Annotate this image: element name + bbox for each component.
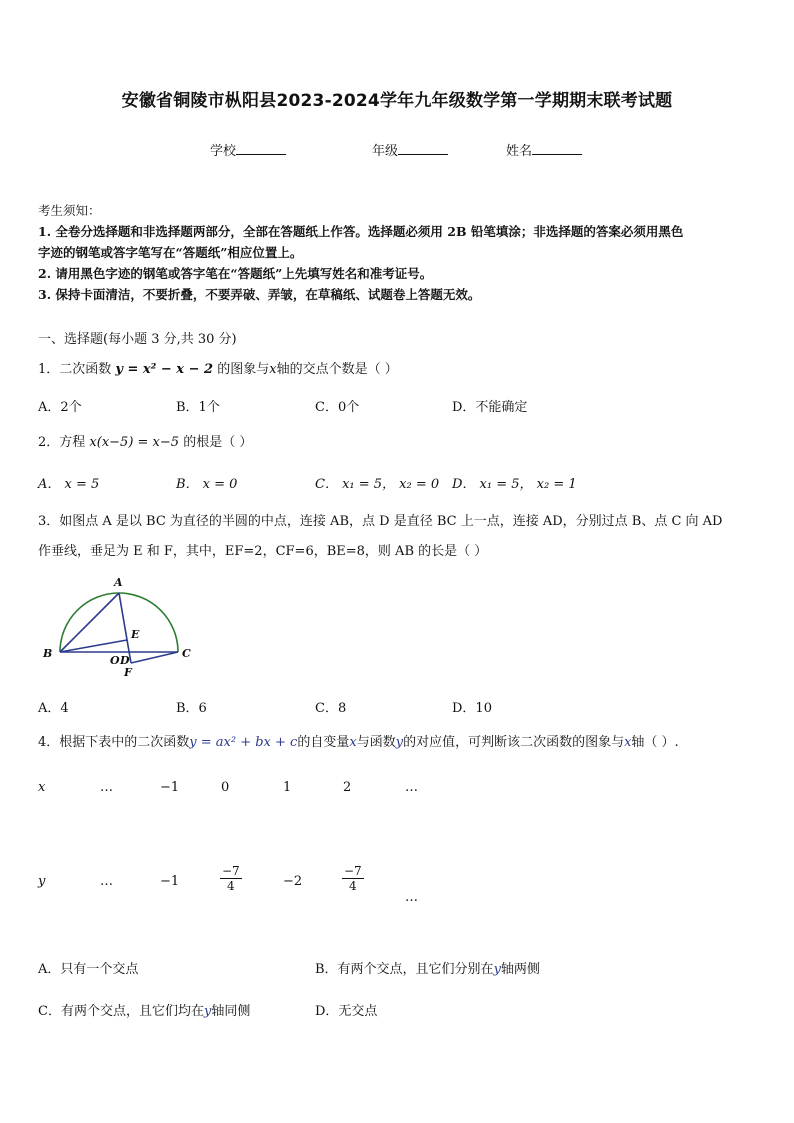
table-x-cell: 1 — [283, 780, 292, 795]
table-x-cell: 2 — [343, 780, 352, 795]
q1-function: y = x² − x − 2 — [115, 362, 214, 377]
q4-end: 轴（ ）. — [631, 735, 679, 750]
q3-option-a: A．4 — [38, 701, 69, 716]
fraction-neg-7-4: $\frac{-7}{4}$ — [222, 864, 240, 893]
table-x-cell: … — [100, 780, 113, 795]
q1-option-a: A．2个 — [38, 400, 82, 415]
school-field — [210, 140, 286, 159]
label-a: A — [114, 576, 123, 589]
semicircle-arc — [60, 593, 178, 652]
table-y-cell-fraction — [220, 864, 242, 893]
q3-geometry-figure — [36, 572, 206, 682]
q4-option-a: A．只有一个交点 — [38, 962, 139, 977]
label-c: C — [182, 647, 191, 660]
q4-mid1: 的自变量 — [297, 735, 350, 750]
q3-option-c: C．8 — [315, 701, 347, 716]
segment-cf — [131, 652, 178, 663]
label-e: E — [131, 628, 140, 641]
grade-blank — [398, 142, 448, 155]
table-y-cell: −2 — [283, 874, 303, 889]
q2-option-b: B． x = 0 — [176, 477, 238, 492]
table-y-cell: … — [405, 890, 418, 905]
q2-option-d: D． x₁ = 5， x₂ = 1 — [452, 477, 577, 492]
q1-prefix: 1．二次函数 — [38, 362, 112, 377]
q2-option-c: C． x₁ = 5， x₂ = 0 — [315, 477, 440, 492]
table-x-cell: 0 — [221, 780, 230, 795]
table-y-cell: … — [100, 874, 113, 889]
q4-mid2: 与函数 — [356, 735, 396, 750]
table-x-cell: … — [405, 780, 418, 795]
q4-option-d: D．无交点 — [315, 1004, 378, 1019]
notice-heading: 考生须知： — [38, 203, 101, 218]
table-y-cell: −1 — [160, 874, 180, 889]
label-o: O — [110, 654, 120, 667]
q4-function: y = ax² + bx + c — [189, 735, 298, 750]
section-heading: 一、选择题(每小题 3 分,共 30 分) — [38, 332, 237, 347]
q4-option-c-post: 轴同侧 — [211, 1004, 251, 1019]
q4-option-c-pre: C．有两个交点，且它们均在 — [38, 1004, 204, 1019]
fraction-neg-7-4: $\frac{-7}{4}$ — [344, 864, 362, 893]
q4-option-b-pre: B．有两个交点，且它们分别在 — [315, 962, 494, 977]
q2-equation: x(x−5) = x−5 — [89, 435, 180, 450]
q1-mid: 的图象与 — [217, 362, 270, 377]
label-b: B — [43, 647, 53, 660]
school-label: 学校 — [210, 144, 237, 159]
question-3-line-1: 3．如图点 A 是以 BC 为直径的半圆的中点，连接 AB，点 D 是直径 BC 上一点，连接 AD，分别过点 B、点 C 向 AD — [38, 514, 723, 529]
table-y-label: y — [38, 874, 46, 889]
q4-var-x2: x — [624, 735, 632, 750]
q2-option-a: A． x = 5 — [38, 477, 100, 492]
notice-item-1: 1. 全卷分选择题和非选择题两部分，全部在答题纸上作答。选择题必须用 2B 铅笔填涂；非选择题的答案必须用黑色 — [38, 224, 684, 239]
question-4 — [38, 731, 679, 750]
grade-label: 年级 — [372, 144, 399, 159]
q1-option-c: C．0个 — [315, 400, 360, 415]
q1-option-d: D．不能确定 — [452, 400, 528, 415]
table-y-cell-fraction — [342, 864, 364, 893]
label-d: D — [120, 654, 130, 667]
notice-item-3: 3. 保持卡面清洁，不要折叠，不要弄破、弄皱，在草稿纸、试题卷上答题无效。 — [38, 287, 481, 302]
q4-option-c-var: y — [203, 1004, 212, 1019]
q4-var-x: x — [349, 735, 357, 750]
q1-suffix: 轴的交点个数是（ ） — [276, 362, 398, 377]
page-title: 安徽省铜陵市枞阳县2023-2024学年九年级数学第一学期期末联考试题 — [121, 91, 673, 111]
q1-var: x — [269, 362, 277, 377]
school-blank — [236, 142, 286, 155]
name-blank — [532, 142, 582, 155]
q1-option-b: B．1个 — [176, 400, 220, 415]
q3-option-b: B．6 — [176, 701, 207, 716]
q2-suffix: 的根是（ ） — [183, 435, 253, 450]
question-1 — [38, 358, 398, 377]
name-field — [506, 140, 582, 159]
notice-item-1-cont: 字迹的钢笔或答字笔写在“答题纸”相应位置上。 — [38, 245, 303, 260]
table-x-label: x — [38, 780, 46, 795]
q4-option-b — [315, 958, 540, 977]
question-3-line-2: 作垂线，垂足为 E 和 F，其中，EF=2，CF=6，BE=8，则 AB 的长是（ ） — [38, 544, 488, 559]
q4-option-b-post: 轴两侧 — [500, 962, 540, 977]
grade-field — [372, 140, 448, 159]
q4-option-c — [38, 1000, 250, 1019]
q4-var-y: y — [395, 735, 404, 750]
q4-option-b-var: y — [493, 962, 501, 977]
question-2 — [38, 431, 252, 450]
label-f: F — [124, 666, 132, 679]
q4-suffix: 的对应值，可判断该二次函数的图象与 — [403, 735, 625, 750]
name-label: 姓名 — [506, 144, 533, 159]
table-x-cell: −1 — [160, 780, 180, 795]
notice-item-2: 2. 请用黑色字迹的钢笔或答字笔在“答题纸”上先填写姓名和准考证号。 — [38, 266, 433, 281]
q2-prefix: 2．方程 — [38, 435, 86, 450]
q4-prefix: 4．根据下表中的二次函数 — [38, 735, 190, 750]
q3-option-d: D．10 — [452, 701, 492, 716]
